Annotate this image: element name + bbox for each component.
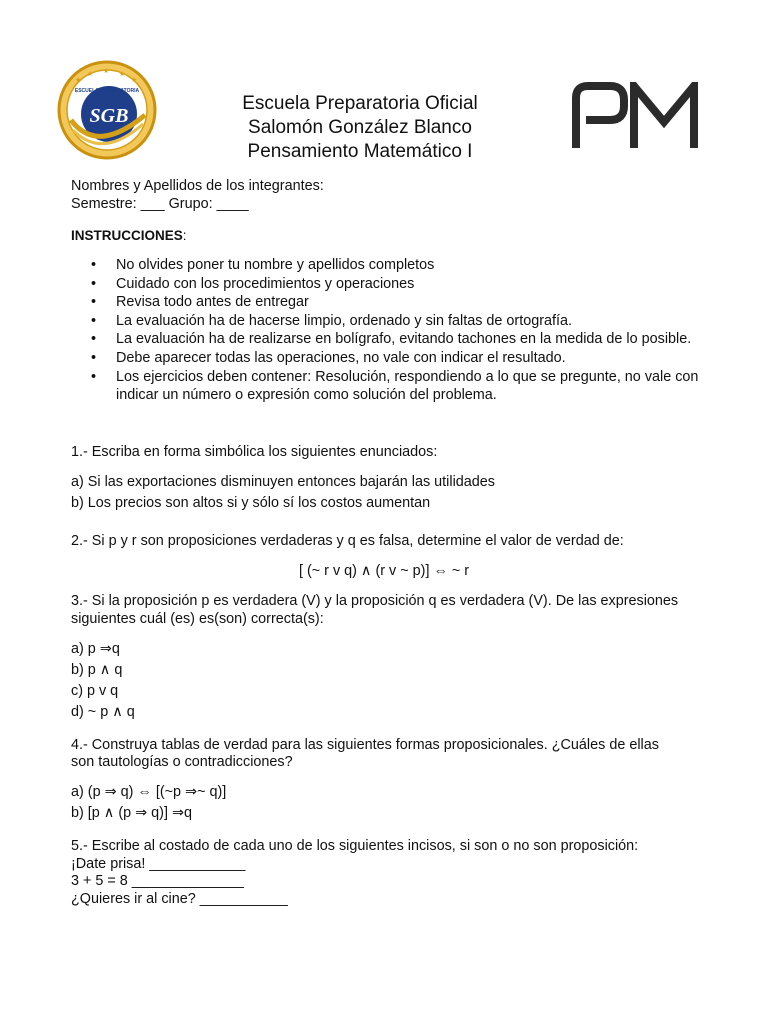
pm-logo	[570, 82, 706, 150]
question-3-prompt-line1: 3.- Si la proposición p es verdadera (V) y la proposición q es verdadera (V). De las expresiones	[71, 593, 679, 609]
question-5-prompt: 5.- Escribe al costado de cada uno de los siguientes incisos, si son o no son proposición:	[71, 838, 639, 854]
question-4-item-a: a) (p ⇒ q) ⇔ [(~p ⇒~ q)]	[71, 784, 227, 800]
instruction-item: • La evaluación ha de hacerse limpio, ordenado y sin faltas de ortografía.	[71, 312, 711, 331]
question-3-option-b: b) p ∧ q	[71, 662, 123, 678]
semester-group-field: Semestre: ___ Grupo: ____	[71, 196, 249, 212]
svg-text:★: ★	[75, 77, 82, 84]
subject-name: Pensamiento Matemático I	[247, 141, 473, 162]
instruction-item: • Los ejercicios deben contener: Resolución, respondiendo a lo que se pregunte, no vale con indicar un número o expresión como solución del problema.	[71, 368, 711, 405]
question-3-option-d: d) ~ p ∧ q	[71, 704, 135, 720]
instructions-heading	[71, 227, 187, 244]
question-3-option-c: c) p v q	[71, 683, 119, 699]
school-name-line2: Salomón González Blanco	[248, 117, 472, 138]
instructions-heading-colon: :	[182, 228, 187, 243]
instructions-heading-text: INSTRUCCIONES	[71, 228, 183, 243]
question-4-item-b: b) [p ∧ (p ⇒ q)] ⇒q	[71, 805, 193, 821]
instruction-item: • Revisa todo antes de entregar	[71, 293, 711, 312]
pm-logo-mark	[570, 82, 706, 150]
instruction-item: • La evaluación ha de realizarse en bolígrafo, evitando tachones en la medida de lo posible.	[71, 330, 711, 349]
question-3-option-a: a) p ⇒q	[71, 641, 120, 657]
question-1-item-b: b) Los precios son altos si y sólo sí los costos aumentan	[71, 495, 431, 511]
instructions-list	[71, 256, 711, 405]
question-3-prompt-line2: siguientes cuál (es) es(son) correcta(s):	[71, 611, 324, 627]
school-logo	[57, 60, 157, 160]
svg-text:★: ★	[131, 77, 138, 84]
question-5-item: 3 + 5 = 8 ______________	[71, 873, 244, 889]
question-1-prompt: 1.- Escriba en forma simbólica los siguientes enunciados:	[71, 444, 438, 460]
question-5-item: ¿Quieres ir al cine? ___________	[71, 891, 288, 907]
school-logo-emblem	[57, 60, 157, 160]
names-field-label: Nombres y Apellidos de los integrantes:	[71, 178, 324, 194]
question-4-prompt-line2: son tautologías o contradicciones?	[71, 754, 293, 770]
instruction-item: • Cuidado con los procedimientos y operaciones	[71, 275, 711, 294]
school-logo-initials: SGB	[89, 105, 129, 127]
svg-text:★: ★	[103, 68, 110, 75]
question-2-prompt: 2.- Si p y r son proposiciones verdaderas y q es falsa, determine el valor de verdad de:	[71, 533, 624, 549]
svg-text:★: ★	[119, 71, 126, 78]
question-2-formula: [ (~ r v q) ∧ (r v ~ p)] ⇔ ~ r	[298, 563, 470, 579]
question-4-prompt-line1: 4.- Construya tablas de verdad para las siguientes formas proposicionales. ¿Cuáles de ellas	[71, 737, 659, 753]
school-name-line1: Escuela Preparatoria Oficial	[242, 93, 478, 114]
instruction-item: • Debe aparecer todas las operaciones, no vale con indicar el resultado.	[71, 349, 711, 368]
document-title	[200, 92, 520, 164]
question-5-item: ¡Date prisa! ____________	[71, 856, 246, 872]
svg-text:★: ★	[87, 71, 94, 78]
instruction-item: • No olvides poner tu nombre y apellidos completos	[71, 256, 711, 275]
question-1-item-a: a) Si las exportaciones disminuyen entonces bajarán las utilidades	[71, 474, 495, 490]
school-logo-top-text: ESCUELA PREPARATORIA	[74, 88, 140, 94]
